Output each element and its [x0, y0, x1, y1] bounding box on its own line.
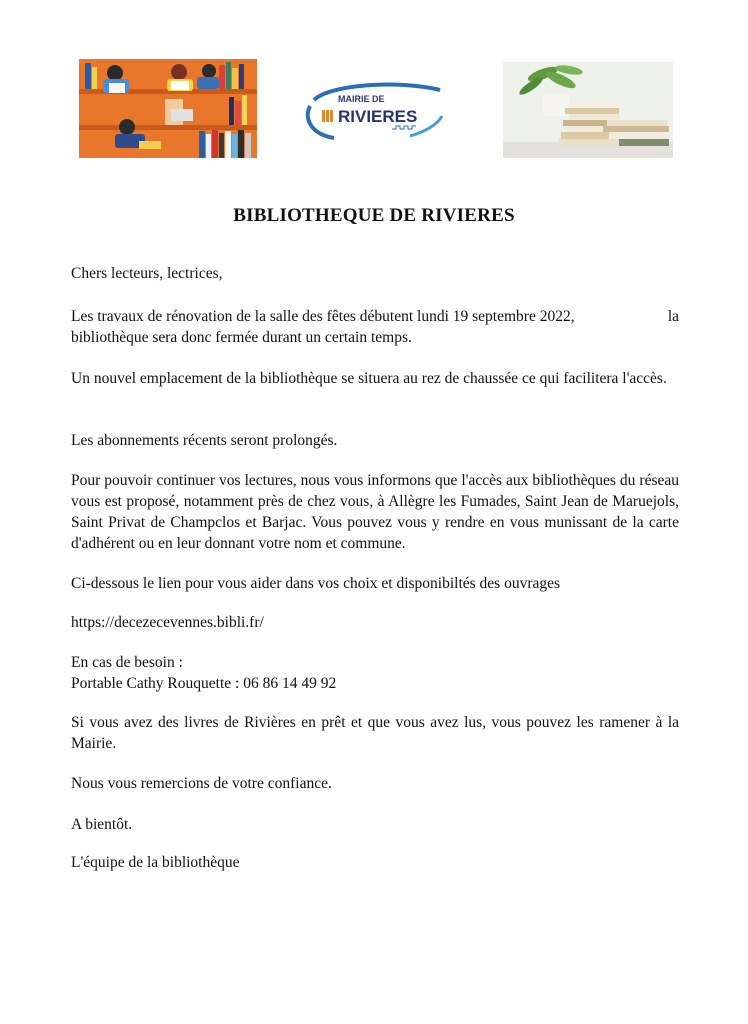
- paragraph-link-intro: Ci-dessous le lien pour vous aider dans vos choix et disponibiltés des ouvrages: [71, 575, 561, 592]
- logo-line1: MAIRIE DE: [338, 94, 385, 104]
- logo-line2: RIVIERES: [338, 107, 418, 126]
- paragraph-thanks: Nous vous remercions de votre confiance.: [71, 775, 332, 792]
- page-title: BIBLIOTHEQUE DE RIVIERES: [233, 205, 515, 226]
- greeting: Chers lecteurs, lectrices,: [71, 265, 223, 282]
- closing: A bientôt.: [71, 816, 133, 833]
- paragraph-network: Pour pouvoir continuer vos lectures, nous vous informons que l'accès aux bibliothèques du réseau vous est proposé, notamment près de chez vous, à Allègre les Fumades, Saint Jean de Maruejols, Saint Privat de Champclos et Barjac. Vous pouvez vous y rendre en vous munissant de la carte d'adhérent ou en leur donnant votre nom et commune.: [71, 472, 679, 552]
- paragraph-works-line2: bibliothèque sera donc fermée durant un certain temps.: [71, 329, 412, 346]
- signature: L'équipe de la bibliothèque: [71, 854, 240, 871]
- contact-phone: Portable Cathy Rouquette : 06 86 14 49 92: [71, 675, 337, 692]
- books-plant-photo: [503, 62, 673, 158]
- paragraph-subscriptions: Les abonnements récents seront prolongés.: [71, 432, 338, 449]
- paragraph-works-line1-end: la: [667, 308, 679, 325]
- paragraph-return-books: Si vous avez des livres de Rivières en prêt et que vous avez lus, vous pouvez les ramener à la Mairie.: [71, 714, 679, 752]
- children-reading-illustration: [79, 59, 257, 158]
- website-link[interactable]: https://decezecevennes.bibli.fr/: [71, 614, 264, 631]
- mairie-logo: [300, 80, 450, 144]
- paragraph-new-location: Un nouvel emplacement de la bibliothèque se situera au rez de chaussée ce qui facilitera l'accès.: [71, 370, 667, 387]
- paragraph-works-line1: Les travaux de rénovation de la salle des fêtes débutent lundi 19 septembre 2022,: [71, 308, 575, 325]
- paragraph-works: [71, 306, 679, 348]
- contact-block: [71, 652, 679, 694]
- contact-heading: En cas de besoin :: [71, 654, 183, 671]
